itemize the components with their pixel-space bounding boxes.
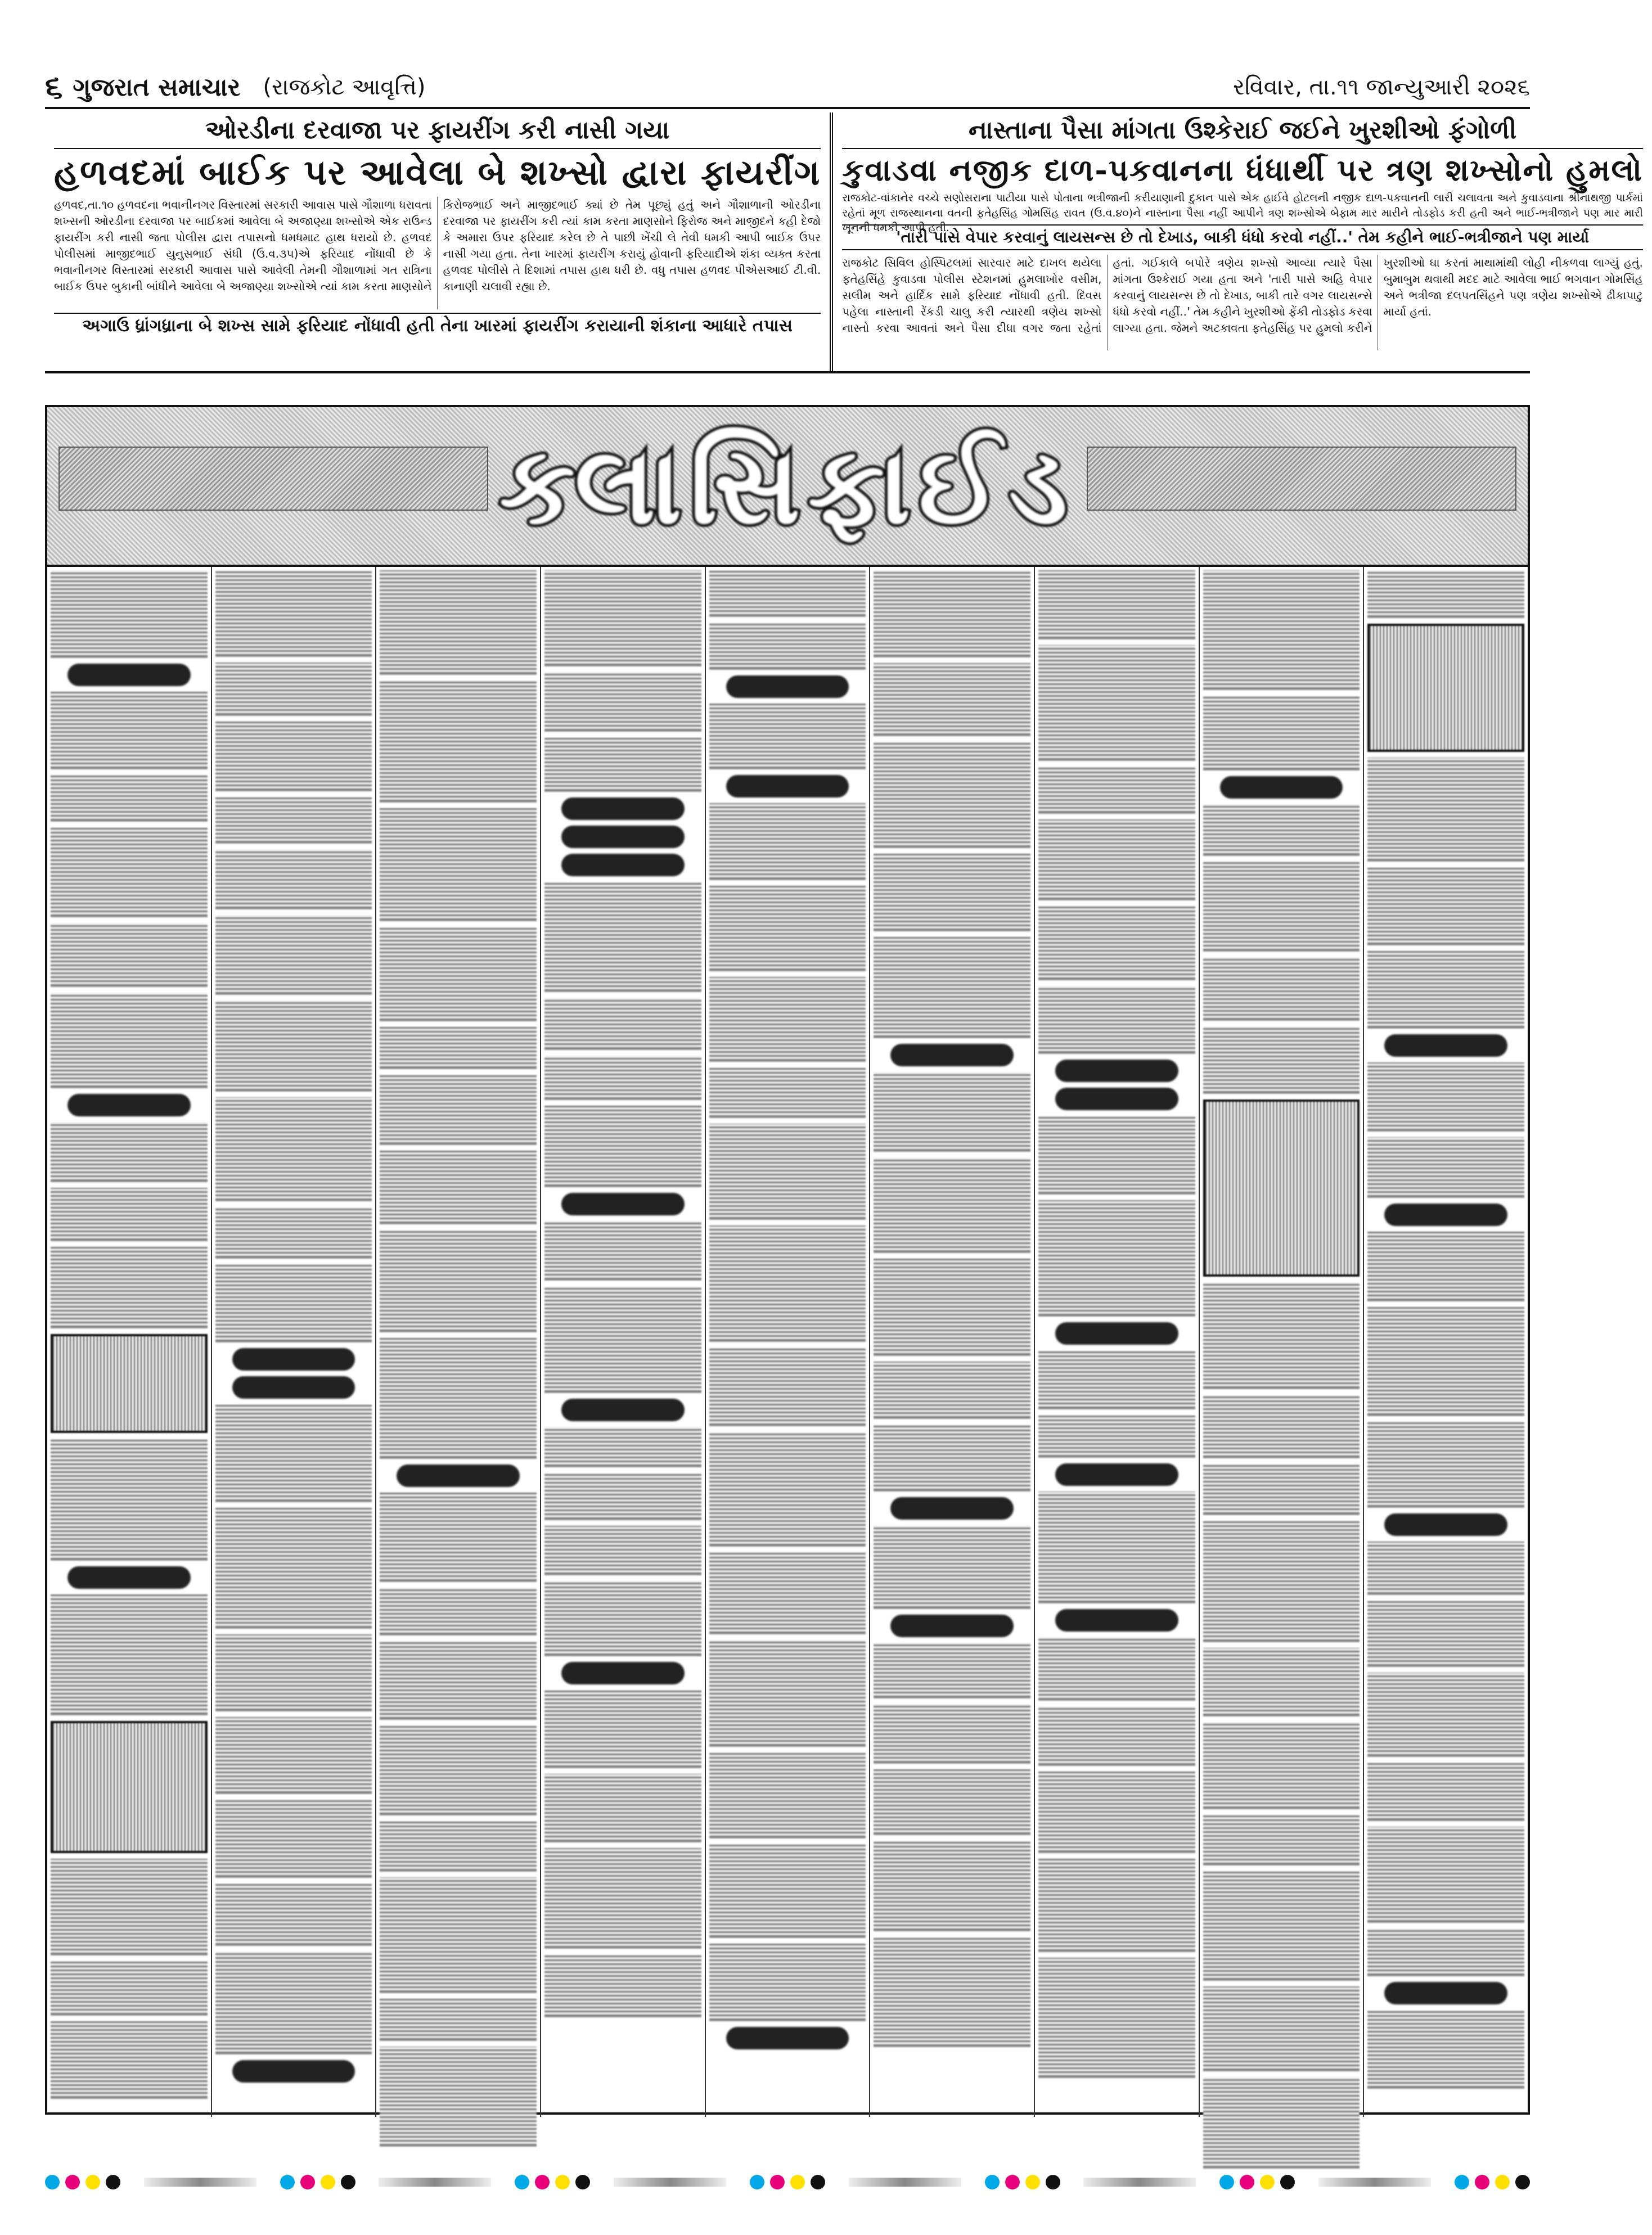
classified-listing <box>215 1800 372 1878</box>
yellow-registration-dot <box>555 2175 570 2189</box>
classified-listing <box>709 886 866 971</box>
magenta-registration-dot <box>1475 2175 1489 2189</box>
cyan-registration-dot <box>515 2175 529 2189</box>
black-registration-dot <box>1280 2175 1295 2189</box>
classified-listing <box>51 827 208 917</box>
story-right-headline: કુવાડવા નજીક દાળ-પકવાનના ધંધાર્થી પર ત્રણ શખ્સોનો હુમલો <box>842 152 1643 188</box>
classified-listing <box>709 1225 866 1342</box>
classified-listing <box>544 570 701 666</box>
classified-category-header <box>397 1465 520 1487</box>
classified-listing <box>51 775 208 822</box>
classified-category-header <box>67 1566 191 1589</box>
registration-bar <box>45 2171 1530 2193</box>
classified-listing <box>215 849 372 909</box>
classified-listing <box>1203 1815 1360 1865</box>
magenta-registration-dot <box>65 2175 80 2189</box>
yellow-registration-dot <box>85 2175 100 2189</box>
black-registration-dot <box>575 2175 590 2189</box>
black-registration-dot <box>1046 2175 1060 2189</box>
classified-listing <box>709 803 866 880</box>
classified-category-header <box>1384 1513 1507 1536</box>
classified-listing <box>544 1106 701 1187</box>
classified-listing <box>709 1944 866 2021</box>
classified-listing <box>215 1207 372 1259</box>
classified-display-ad <box>51 1334 208 1433</box>
classified-listing <box>709 1124 866 1220</box>
classified-listing <box>1038 1200 1195 1317</box>
classified-listing <box>1203 1395 1360 1458</box>
classified-listing <box>874 1259 1030 1356</box>
page-number: ૬ <box>45 69 63 105</box>
classified-listing <box>874 1362 1030 1419</box>
classified-category-header <box>232 1376 355 1399</box>
classified-column <box>47 567 212 2117</box>
story-right-body: રાજકોટ સિવિલ હોસ્પિટલમાં સારવાર માટે દાખલ થયેલા ફતેહસિંહે કુવાડવા પોલીસ સ્ટેશનમાં હુમલાખોર વસીમ, સલીમ અને હાર્દિક સામે ફરિયાદ નોંધાવી હતી. દિવસ પહેલા નાસ્તાની રેંકડી ચાલુ કરી ત્યારથી ત્રણેય શખ્સો નાસ્તો કરવા આવતાં અને પૈસા દીધા વગર જતા રહેતાં હતાં. ગઈકાલે બપોરે ત્રણેય શખ્સો આવ્યા ત્યારે પૈસા માંગતા ઉશ્કેરાઈ ગયા હતા અને 'તારી પાસે અહિ વેપાર કરવાનું લાયસન્સ છે તો દેખાડ, બાકી તારે વગર લાયસન્સે ધંધો કરવો નહીં..' તેમ કહીને ખુરશીઓ ફેંકી તોડફોડ કરવા લાગ્યા હતા. જેમને અટકાવતા ફતેહસિંહ પર હુમલો કરીને ખુરશીઓ ઘા કરતાં માથામાંથી લોહી નીકળવા લાગ્યું હતું. બુમાબુમ થવાથી મદદ માટે આવેલા ભાઈ ભગવાન ગોમસિંહ અને ભત્રીજા દલપતસિંહને પણ ત્રણેય શખ્સોએ ઢીકાપાટુ માર્યા હતાં. <box>842 256 1643 335</box>
story-left-headline: હળવદમાં બાઈક પર આવેલા બે શખ્સો દ્વારા ફાયરીંગ <box>54 152 821 193</box>
classified-category-header <box>726 775 849 797</box>
classified-listing <box>380 570 537 675</box>
classified-listing <box>1367 1232 1524 1301</box>
magenta-registration-dot <box>770 2175 785 2189</box>
page-header <box>45 67 1530 109</box>
classified-category-header <box>1055 1088 1178 1110</box>
classified-listing <box>51 993 208 1088</box>
cyan-registration-dot <box>985 2175 1000 2189</box>
classified-listing <box>874 1525 1030 1609</box>
classified-listing <box>874 1841 1030 1931</box>
classified-category-header <box>726 675 849 698</box>
classified-listing <box>709 623 866 670</box>
classified-listing <box>1367 1827 1524 1923</box>
classified-listing <box>1203 1026 1360 1094</box>
classified-listing <box>1367 1928 1524 1976</box>
classified-category-header <box>561 854 685 876</box>
registration-dots <box>750 2175 825 2189</box>
classified-listing <box>544 1848 701 1949</box>
classified-listing <box>1038 1859 1195 1952</box>
classified-listing <box>380 927 537 1021</box>
classified-display-ad <box>1367 624 1524 752</box>
classified-listing <box>874 1769 1030 1835</box>
classified-listing <box>51 570 208 658</box>
classified-listing <box>1367 2010 1524 2089</box>
classified-listing <box>874 937 1030 1038</box>
classified-listing <box>709 1552 866 1634</box>
classified-listing <box>544 882 701 992</box>
gray-scale-bar <box>1083 2178 1196 2187</box>
classified-listing <box>709 977 866 1062</box>
classified-listing <box>1038 906 1195 980</box>
classified-listing <box>1203 1464 1360 1515</box>
black-registration-dot <box>106 2175 120 2189</box>
classified-listing <box>709 1640 866 1747</box>
classified-category-header <box>1384 1034 1507 1057</box>
classified-listing <box>1367 1542 1524 1595</box>
classified-listing <box>215 570 372 657</box>
classified-column <box>706 567 871 2117</box>
classified-listing <box>380 1338 537 1459</box>
classified-column <box>1364 567 1528 2117</box>
classified-category-header <box>890 1497 1014 1520</box>
registration-dots <box>515 2175 590 2189</box>
classified-listing <box>1367 1422 1524 1508</box>
classified-column <box>1200 567 1365 2117</box>
classified-title: ક્લાસિફાઈડ <box>499 422 1075 548</box>
classified-category-header <box>726 2027 849 2049</box>
classified-category-header <box>232 2060 355 2083</box>
classified-listing <box>544 1286 701 1393</box>
classified-listing <box>51 692 208 769</box>
yellow-registration-dot <box>321 2175 335 2189</box>
classified-listing <box>1203 862 1360 952</box>
classified-listing <box>51 2021 208 2099</box>
classified-listing <box>215 1883 372 1946</box>
classified-listing <box>1038 645 1195 761</box>
classified-listing <box>544 998 701 1050</box>
yellow-registration-dot <box>1495 2175 1510 2189</box>
classified-listing <box>1367 1673 1524 1757</box>
classified-listing <box>1038 1491 1195 1603</box>
classified-listing <box>51 923 208 987</box>
classified-listing <box>1038 1116 1195 1195</box>
classified-listing <box>1038 819 1195 900</box>
news-row <box>45 112 1643 373</box>
story-right-subhead: 'તારી પાસે વેપાર કરવાનું લાયસન્સ છે તો દેખાડ, બાકી ધંધો કરવો નહીં..' તેમ કહીને ભાઈ-ભત્રીજાને પણ માર્યા <box>842 224 1643 250</box>
classified-listing <box>544 1221 701 1281</box>
issue-date: રવિવાર, તા.૧૧ જાન્યુઆરી ૨૦૨૬ <box>1233 74 1530 100</box>
gray-scale-bar <box>379 2178 491 2187</box>
cyan-registration-dot <box>280 2175 295 2189</box>
classified-listing <box>544 1427 701 1467</box>
registration-dots <box>985 2175 1060 2189</box>
classified-listing <box>380 1151 537 1224</box>
story-right-lead: રાજકોટ-વાંકાનેર વચ્ચે સણોસરાના પાટીયા પાસે પોતાના ભત્રીજાની કરીયાણાની દુકાન પાસે એક હાઈવે હોટલની નજીક દાળ-પકવાનની લારી ચલાવતા અને કુવાડવાના શ્રીનાથજી પાર્કમાં રહેતાં મૂળ રાજસ્થાનના વતની ફતેહસિંહ ગોમસિંહ રાવત (ઉ.વ.૪૦)ને નાસ્તાના પૈસા નહીં આપીને ત્રણ શખ્સોએ બેફામ માર મારીને તોડફોડ કરી હતી અને ભાઈ-ભત્રીજાને પણ માર મારી ખૂનની ધમકી આપી હતી. <box>842 192 1643 235</box>
classified-category-header <box>1220 776 1343 799</box>
classified-listing <box>1203 1986 1360 2071</box>
classified-listing <box>1367 1763 1524 1821</box>
gray-scale-bar <box>614 2178 726 2187</box>
classified-listing <box>544 737 701 792</box>
classified-listing <box>215 1404 372 1502</box>
yellow-registration-dot <box>1025 2175 1040 2189</box>
classified-listing <box>1367 1062 1524 1132</box>
classified-listing <box>1203 1521 1360 1642</box>
classified-listing <box>215 1001 372 1092</box>
classified-listing <box>380 1493 537 1582</box>
classified-listing <box>874 663 1030 736</box>
classified-listing <box>874 742 1030 848</box>
classified-listing <box>215 1097 372 1201</box>
classified-listing <box>51 1439 208 1561</box>
classified-listing <box>1038 1772 1195 1853</box>
classified-category-header <box>561 797 685 820</box>
classified-listing <box>1038 1637 1195 1701</box>
magenta-registration-dot <box>300 2175 315 2189</box>
classified-listing <box>215 722 372 791</box>
classified-category-header <box>561 1193 685 1215</box>
classified-column <box>212 567 377 2117</box>
magenta-registration-dot <box>1005 2175 1020 2189</box>
classified-listing <box>544 1690 701 1768</box>
gray-scale-bar <box>849 2178 961 2187</box>
story-left-kicker: ઓરડીના દરવાજા પર ફાયરીંગ કરી નાસી ગયા <box>54 116 821 149</box>
classified-listing <box>1038 1958 1195 2078</box>
classified-listing <box>1038 1415 1195 1458</box>
classified-listing <box>380 681 537 803</box>
classified-listing <box>51 1859 208 1955</box>
classified-column <box>1035 567 1200 2117</box>
classified-listing <box>215 1634 372 1711</box>
classified-listing <box>380 1725 537 1815</box>
edition-label: (રાજકોટ આવૃત્તિ) <box>263 74 426 100</box>
classified-listing <box>709 1348 866 1426</box>
cyan-registration-dot <box>1455 2175 1469 2189</box>
cyan-registration-dot <box>1219 2175 1234 2189</box>
classified-listing <box>874 1937 1030 2047</box>
classified-listing <box>215 1508 372 1629</box>
classified-columns <box>47 567 1528 2117</box>
classified-listing <box>1203 957 1360 1021</box>
classified-listing <box>215 1264 372 1342</box>
classified-listing <box>544 672 701 732</box>
classified-section <box>45 405 1530 2115</box>
classified-listing <box>709 1067 866 1118</box>
classified-listing <box>544 1056 701 1100</box>
classified-listing <box>1203 696 1360 770</box>
classified-listing <box>1203 1871 1360 1981</box>
classified-category-header <box>1055 1322 1178 1345</box>
classified-category-header <box>1055 1609 1178 1632</box>
classified-listing <box>215 1952 372 2054</box>
classified-listing <box>1203 1648 1360 1716</box>
gray-scale-bar <box>144 2178 256 2187</box>
story-left-footline: અગાઉ ધ્રાંગધ્રાના બે શખ્સ સામે ફરિયાદ નોંધાવી હતી તેના ખારમાં ફાયરીંગ કરાયાની શંકાના આધારે તપાસ <box>54 313 821 336</box>
registration-dots <box>45 2175 120 2189</box>
classified-listing <box>1367 867 1524 945</box>
classified-listing <box>1203 1722 1360 1809</box>
classified-listing <box>380 2047 537 2147</box>
banner-right-panel <box>1087 447 1516 511</box>
classified-listing <box>1038 570 1195 639</box>
classified-listing <box>1367 570 1524 618</box>
classified-listing <box>1038 1350 1195 1409</box>
yellow-registration-dot <box>790 2175 805 2189</box>
classified-listing <box>1038 767 1195 814</box>
classified-listing <box>874 1425 1030 1491</box>
classified-listing <box>215 663 372 716</box>
classified-listing <box>874 1704 1030 1764</box>
cyan-registration-dot <box>45 2175 60 2189</box>
registration-dots <box>1455 2175 1530 2189</box>
gray-scale-bar <box>1318 2178 1431 2187</box>
classified-banner <box>47 407 1528 567</box>
classified-display-ad <box>51 1721 208 1853</box>
classified-category-header <box>67 1094 191 1116</box>
classified-listing <box>1203 570 1360 690</box>
classified-listing <box>709 1844 866 1938</box>
classified-display-ad <box>1203 1100 1360 1277</box>
classified-listing <box>1038 1706 1195 1766</box>
classified-listing <box>380 1588 537 1635</box>
classified-listing <box>215 1717 372 1794</box>
classified-listing <box>1367 1307 1524 1416</box>
classified-listing <box>380 1999 537 2041</box>
classified-listing <box>709 1432 866 1547</box>
cyan-registration-dot <box>750 2175 764 2189</box>
story-right-kicker: નાસ્તાના પૈસા માંગતા ઉશ્કેરાઈ જઈને ખુરશીઓ ફંગોળી <box>842 116 1643 149</box>
classified-listing <box>51 1122 208 1182</box>
classified-listing <box>380 1230 537 1332</box>
classified-category-header <box>1055 1463 1178 1486</box>
classified-listing <box>709 704 866 769</box>
classified-listing <box>874 854 1030 931</box>
classified-category-header <box>561 1662 685 1684</box>
yellow-registration-dot <box>1260 2175 1275 2189</box>
classified-listing <box>51 1247 208 1328</box>
story-right <box>830 112 1652 371</box>
registration-dots <box>1219 2175 1295 2189</box>
classified-listing <box>1203 1282 1360 1389</box>
magenta-registration-dot <box>1240 2175 1254 2189</box>
story-left <box>45 112 830 371</box>
classified-category-header <box>1384 1982 1507 2004</box>
classified-listing <box>709 1752 866 1839</box>
classified-column <box>870 567 1035 2117</box>
classified-listing <box>874 1072 1030 1152</box>
classified-listing <box>709 570 866 617</box>
magenta-registration-dot <box>535 2175 550 2189</box>
classified-listing <box>874 1157 1030 1253</box>
classified-category-header <box>1055 1060 1178 1082</box>
classified-category-header <box>232 1348 355 1371</box>
classified-listing <box>1367 951 1524 1029</box>
masthead: ગુજરાત સમાચાર <box>73 73 241 102</box>
classified-column <box>541 567 706 2117</box>
classified-listing <box>380 1027 537 1069</box>
classified-listing <box>544 1954 701 2017</box>
classified-listing <box>1367 758 1524 862</box>
classified-category-header <box>67 664 191 686</box>
classified-listing <box>1367 1601 1524 1667</box>
classified-category-header <box>890 1615 1014 1637</box>
banner-left-panel <box>58 447 488 511</box>
classified-category-header <box>561 826 685 848</box>
classified-listing <box>380 1075 537 1145</box>
classified-listing <box>1203 804 1360 856</box>
classified-listing <box>544 1526 701 1575</box>
classified-listing <box>380 1877 537 1993</box>
classified-category-header <box>1384 1204 1507 1226</box>
classified-listing <box>51 1961 208 2016</box>
classified-listing <box>380 808 537 921</box>
classified-column <box>376 567 541 2117</box>
classified-listing <box>544 1774 701 1842</box>
black-registration-dot <box>1515 2175 1530 2189</box>
classified-listing <box>874 570 1030 657</box>
classified-category-header <box>890 1044 1014 1066</box>
story-left-body: હળવદ,તા.૧૦ હળવદના ભવાનીનગર વિસ્તારમાં સરકારી આવાસ પાસે ગૌશાળા ધરાવતા શખ્સની ઓરડીના દરવાજા પર બાઈકમાં આવેલા બે અજાણ્યા શખ્સોએ એક રાઉન્ડ ફાયરીંગ કરી નાસી જતા પોલીસ દ્વારા તપાસનો ધમધમાટ હાથ ધરાયો છે. હળવદ પોલીસમાં માજીદભાઈ યુનુસભાઈ સંધી (ઉ.વ.૩૫)એ ફરિયાદ નોંધાવી છે કે ભવાનીનગર વિસ્તારમાં સરકારી આવાસ પાસે આવેલી તેમની ગૌશાળામાં ગત રાત્રિના બાઈક ઉપર બુકાની બાંધીને આવેલા બે અજાણ્યા શખ્સોએ ત્યાં કામ કરતા માણસોને કિરોજભાઈ અને માજીદભાઈ ક્યાં છે તેમ પૂછ્યું હતું અને ગૌશાળાની ઓરડીના દરવાજા પર ફાયરીંગ કરી ત્યાં કામ કરતા માણસોને ફિરોજ અને માજીદને કહી દેજો કે અમારા ઉપર ફરિયાદ કરેલ છે તે પાછી ખેંચી લે તેવી ધમકી આપી બાઈક ઉપર નાસી ગયા હતા. તેના ખારમાં ફાયરીંગ કરાયું હોવાની ફરિયાદીએ શંકા વ્યક્ત કરતા હળવદ પોલીસે તે દિશામાં તપાસ હાથ ધરી છે. વધુ તપાસ હળવદ પીએસઆઈ ટી.વી. કાનાણી ચલાવી રહ્યા છે. <box>54 198 821 294</box>
classified-listing <box>1203 2077 1360 2169</box>
classified-listing <box>380 1641 537 1720</box>
classified-listing <box>544 1473 701 1520</box>
registration-dots <box>280 2175 355 2189</box>
classified-category-header <box>561 1399 685 1421</box>
classified-listing <box>51 1188 208 1241</box>
classified-listing <box>1038 986 1195 1054</box>
black-registration-dot <box>341 2175 355 2189</box>
classified-listing <box>1367 1137 1524 1198</box>
black-registration-dot <box>811 2175 825 2189</box>
classified-listing <box>380 1821 537 1872</box>
classified-listing <box>215 915 372 995</box>
classified-listing <box>51 1594 208 1715</box>
classified-listing <box>544 1581 701 1656</box>
classified-listing <box>215 797 372 844</box>
classified-listing <box>874 1643 1030 1698</box>
